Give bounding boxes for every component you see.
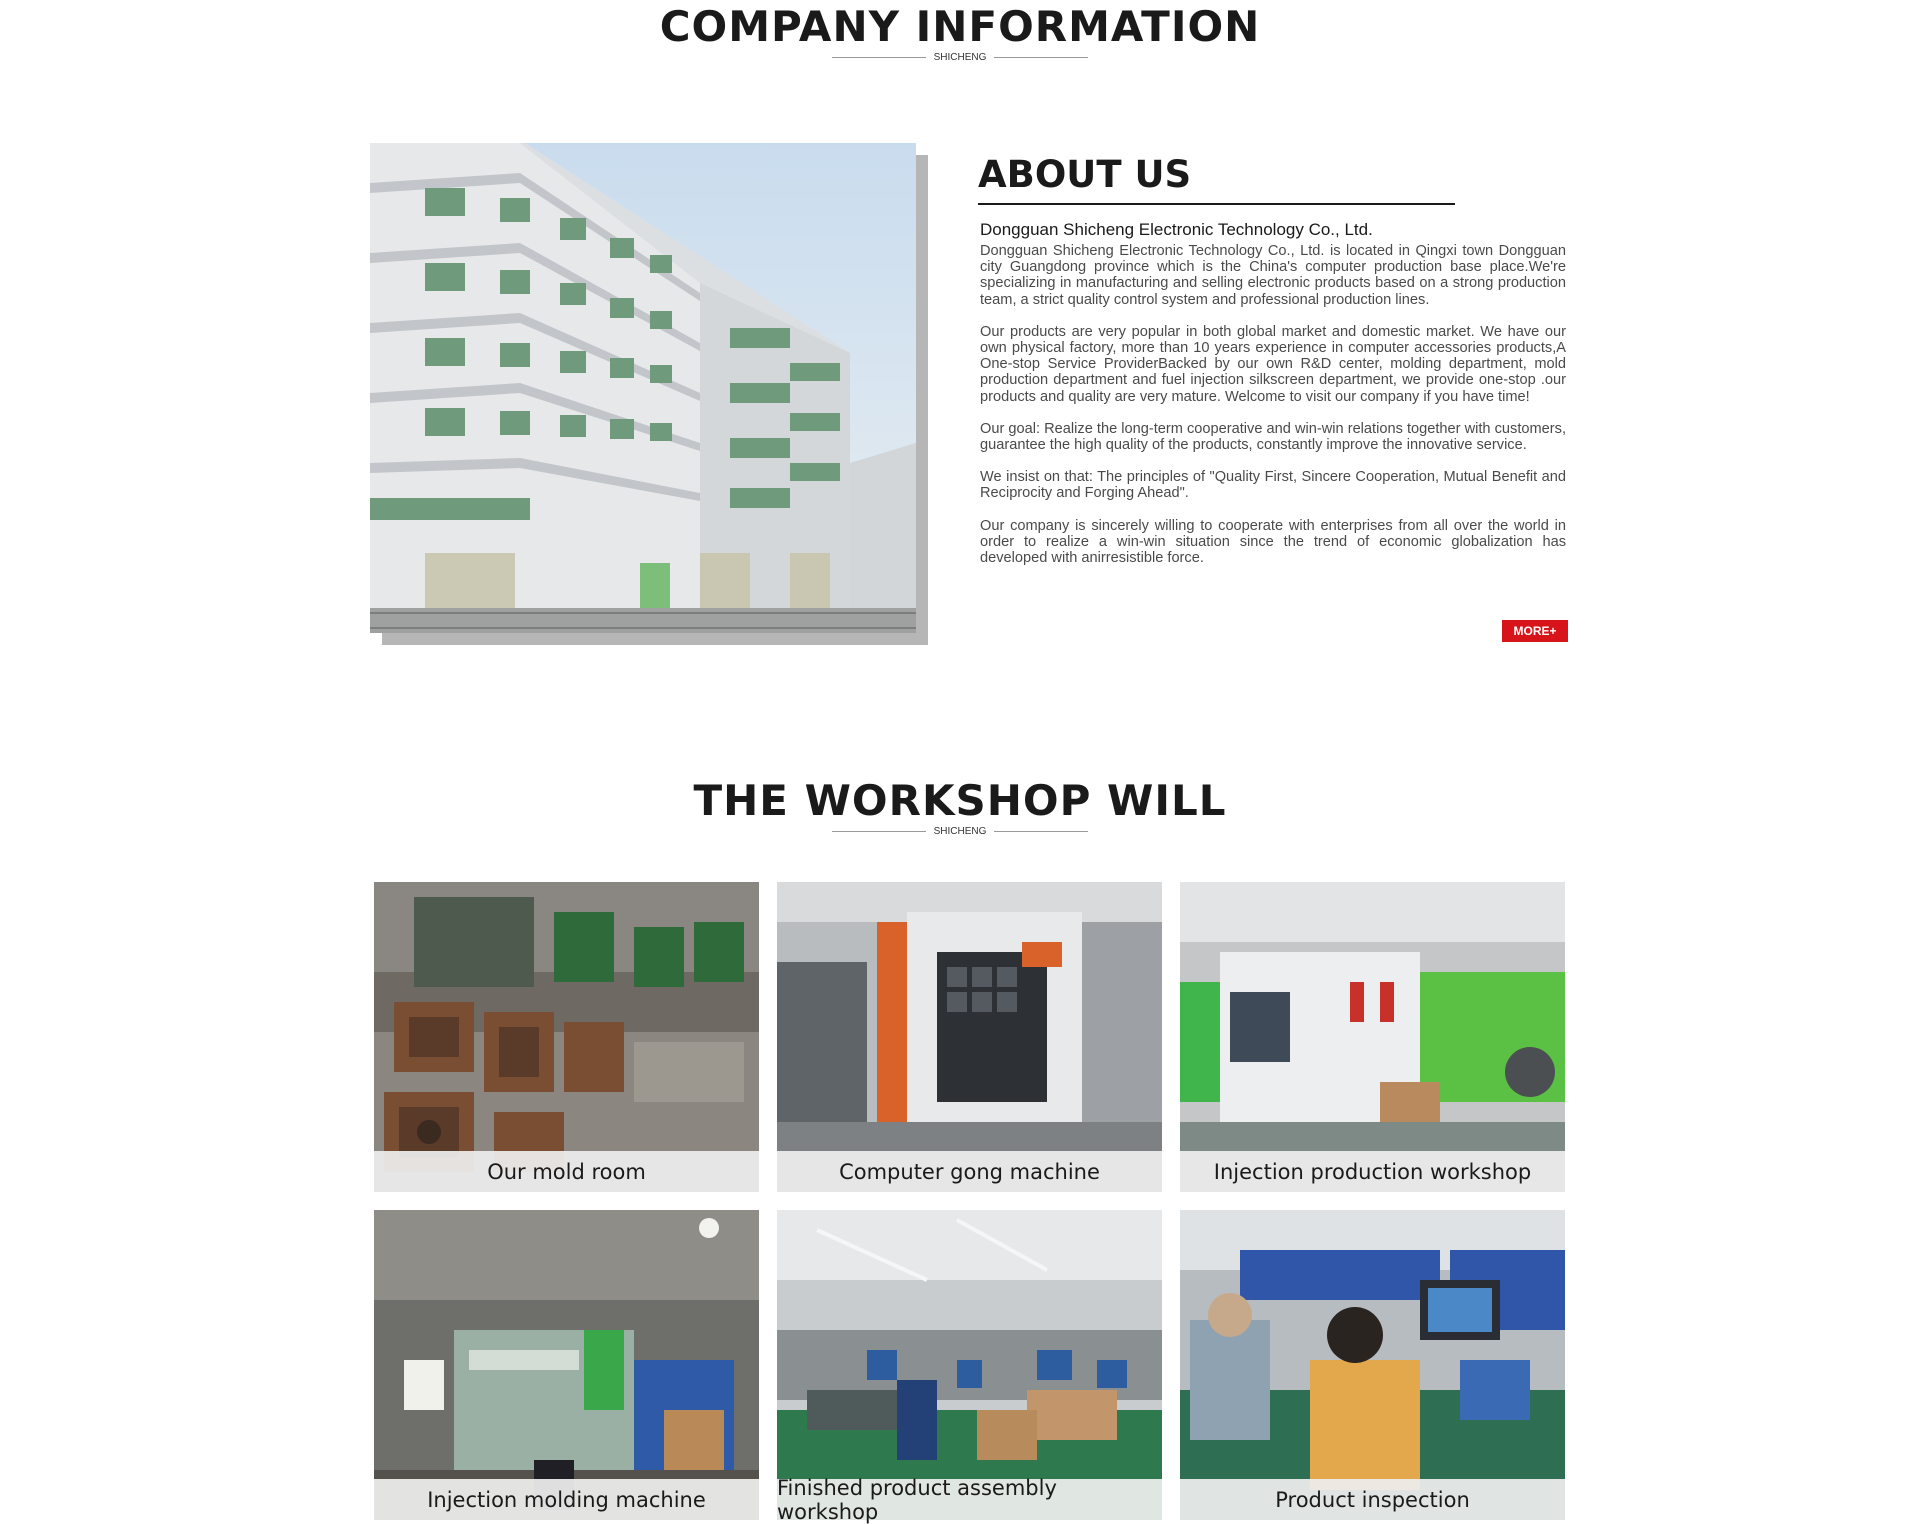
workshop-card-mold-room[interactable] — [374, 882, 759, 1192]
about-heading: ABOUT US — [978, 153, 1192, 196]
workshop-card-gong-machine[interactable] — [777, 882, 1162, 1192]
workshop-title: THE WORKSHOP WILL — [693, 776, 1227, 825]
workshop-caption: Computer gong machine — [777, 1151, 1162, 1192]
company-info-divider — [0, 50, 1920, 64]
workshop-card-injection-molding[interactable] — [374, 1210, 759, 1520]
workshop-divider — [0, 824, 1920, 838]
about-paragraph: Our goal: Realize the long-term cooperative and win-win relations together with customers, guarantee the high quality of the products, constantly improve the innovative service. — [980, 420, 1566, 454]
workshop-caption: Injection molding machine — [374, 1479, 759, 1520]
workshop-subtitle: SHICHENG — [933, 825, 987, 837]
about-paragraph: Our products are very popular in both global market and domestic market. We have our own physical factory, more than 10 years experience in computer accessories products,A One-stop Service ProviderBacked by our own R&D center, molding department, mold production department and fuel injection silkscreen department, we provide one-stop .our products and quality are very mature. Welcome to visit our company if you have time! — [980, 323, 1566, 405]
workshop-caption: Our mold room — [374, 1151, 759, 1192]
workshop-caption: Injection production workshop — [1180, 1151, 1565, 1192]
workshop-caption: Product inspection — [1180, 1479, 1565, 1520]
assembly-workshop-image — [777, 1210, 1162, 1520]
product-inspection-image — [1180, 1210, 1565, 1520]
workshop-caption: Finished product assembly workshop — [777, 1479, 1162, 1520]
mold-room-image — [374, 882, 759, 1192]
about-paragraph: We insist on that: The principles of "Quality First, Sincere Cooperation, Mutual Benefit and Reciprocity and Forging Ahead". — [980, 469, 1566, 502]
about-paragraph: Our company is sincerely willing to cooperate with enterprises from all over the world in order to realize a win-win situation since the trend of economic globalization has developed with anirresistible force. — [980, 517, 1566, 567]
injection-production-image — [1180, 882, 1565, 1192]
workshop-card-assembly[interactable] — [777, 1210, 1162, 1524]
injection-molding-image — [374, 1210, 759, 1520]
workshop-card-injection-production[interactable] — [1180, 882, 1565, 1192]
company-info-subtitle: SHICHENG — [933, 51, 987, 63]
about-text — [980, 243, 1566, 582]
more-button[interactable]: MORE+ — [1502, 620, 1568, 642]
gong-machine-image — [777, 882, 1162, 1192]
factory-building-image — [370, 143, 916, 633]
about-divider — [978, 203, 1455, 205]
workshop-card-inspection[interactable] — [1180, 1210, 1565, 1520]
company-info-title: COMPANY INFORMATION — [659, 2, 1261, 51]
company-name: Dongguan Shicheng Electronic Technology Co., Ltd. — [980, 220, 1373, 239]
about-paragraph: Dongguan Shicheng Electronic Technology Co., Ltd. is located in Qingxi town Dongguan city Guangdong province which is the China's computer production base place.We're specializing in manufacturing and selling electronic products based on a strong production team, a strict quality control system and professional production lines. — [980, 243, 1566, 308]
